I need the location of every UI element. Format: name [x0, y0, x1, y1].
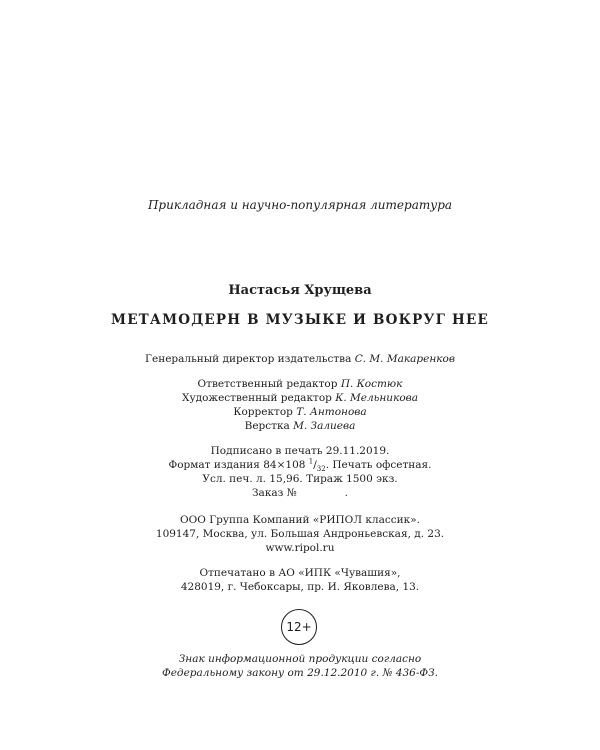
editor-name: П. Костюк — [340, 378, 403, 390]
general-director-line — [0, 352, 600, 366]
author-name: Настасья Хрущева — [228, 283, 372, 298]
law-note-line2: Федеральному закону от 29.12.2010 г. № 436-ФЗ. — [162, 667, 438, 679]
order-end: . — [344, 487, 348, 499]
corrector-role: Корректор — [233, 406, 293, 418]
printer-address: 428019, г. Чебоксары, пр. И. Яковлева, 13. — [180, 581, 420, 593]
order-line — [0, 486, 600, 500]
sheets-line: Усл. печ. л. 15,96. Тираж 1500 экз. — [202, 473, 398, 485]
art-editor-role: Художественный редактор — [181, 392, 332, 404]
layout-line — [0, 419, 600, 433]
age-rating-badge: 12+ — [281, 609, 317, 645]
editor-role: Ответственный редактор — [197, 378, 338, 390]
publisher-address: 109147, Москва, ул. Большая Андроньевская, д. 23. — [155, 528, 445, 540]
format-prefix: Формат издания 84×108 — [168, 459, 306, 471]
editor-line — [0, 377, 600, 391]
general-director-role: Генеральный директор издательства — [145, 353, 352, 365]
book-title: МЕТАМОДЕРН В МУЗЫКЕ И ВОКРУГ НЕЕ — [111, 312, 489, 328]
format-line: Формат издания 84×108 $^1/_{32}$. Печать офсетная. — [168, 457, 432, 474]
corrector-line — [0, 405, 600, 419]
publisher-name: ООО Группа Компаний «РИПОЛ классик». — [180, 514, 420, 526]
art-editor-line — [0, 391, 600, 405]
format-denominator: 32 — [316, 465, 326, 474]
signed-line: Подписано в печать 29.11.2019. — [210, 445, 390, 457]
corrector-name: Т. Антонова — [296, 406, 367, 418]
layout-role: Верстка — [244, 420, 290, 432]
format-numerator: 1 — [308, 457, 314, 466]
order-label: Заказ № — [252, 487, 297, 499]
general-director-name: С. М. Макаренков — [354, 353, 455, 365]
law-note-line1: Знак информационной продукции согласно — [178, 653, 422, 665]
genre-label: Прикладная и научно-популярная литература — [147, 198, 453, 212]
layout-name: М. Залиева — [293, 420, 356, 432]
publisher-site: www.ripol.ru — [265, 542, 335, 554]
format-suffix: . Печать офсетная. — [325, 459, 432, 471]
art-editor-name: К. Мельникова — [335, 392, 419, 404]
printer-name: Отпечатано в АО «ИПК «Чувашия», — [199, 567, 401, 579]
